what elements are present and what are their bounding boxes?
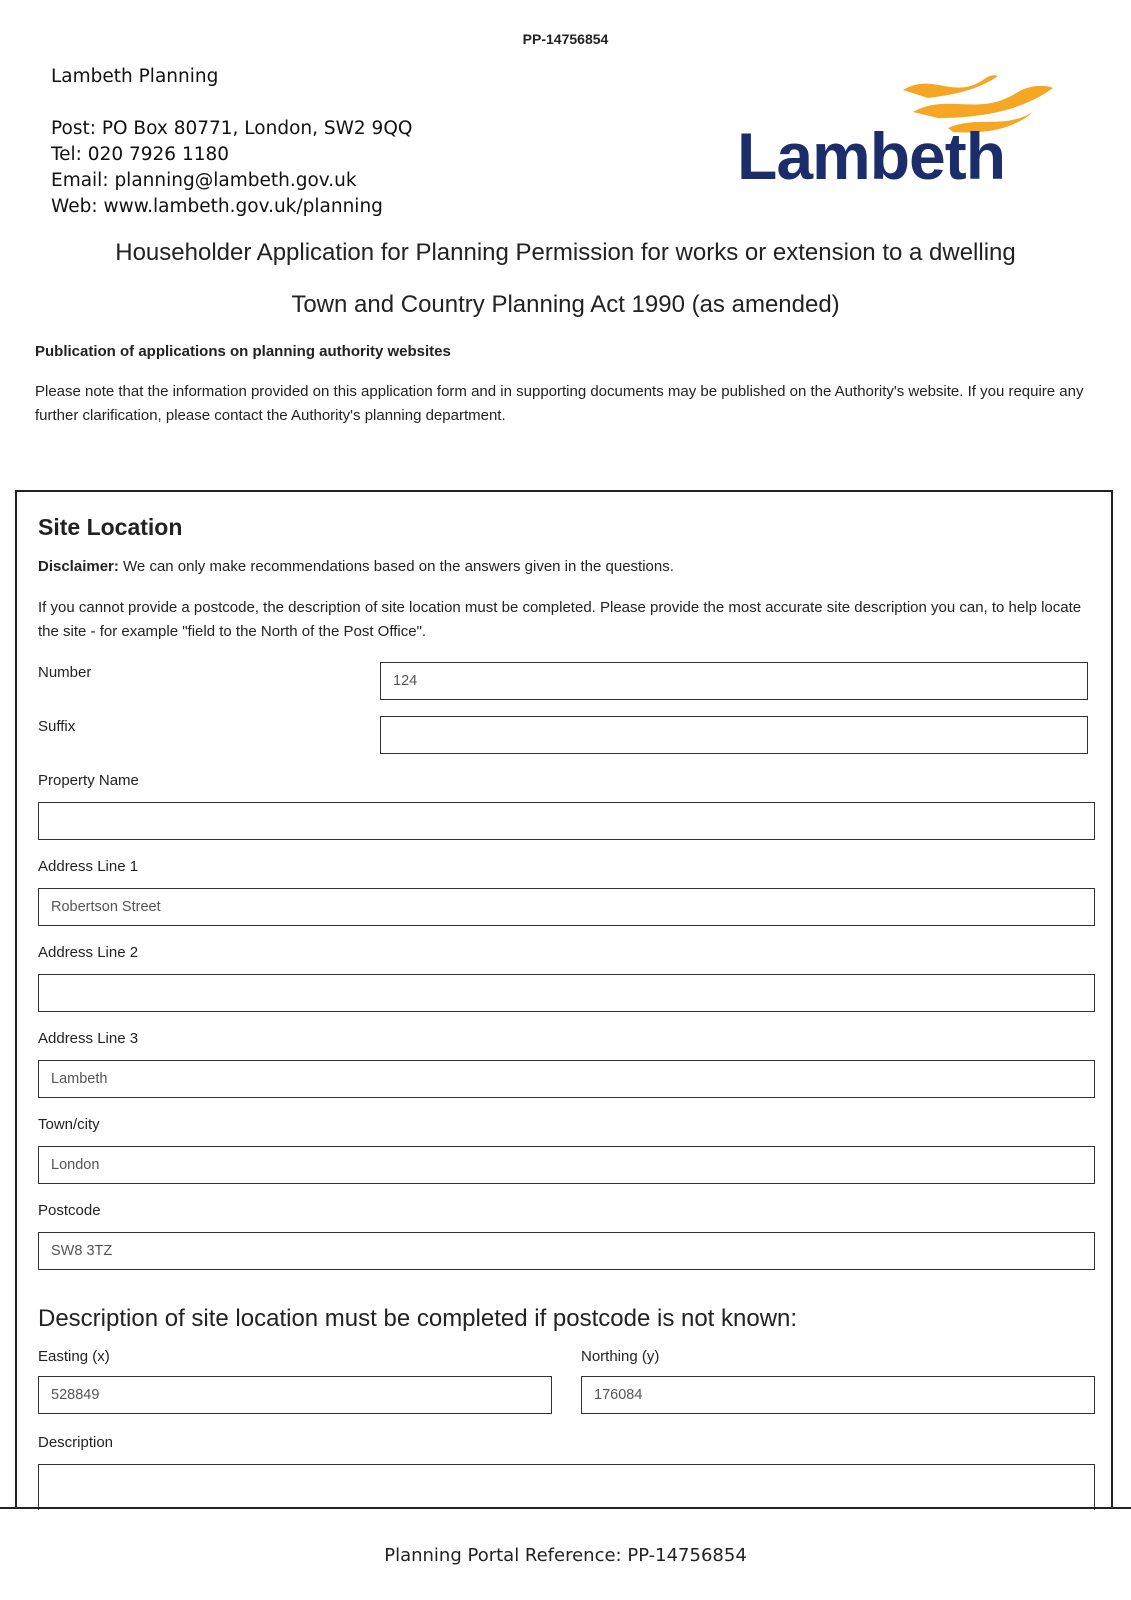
suffix-field[interactable]: [380, 716, 1088, 754]
logo-text: Lambeth: [737, 119, 1006, 193]
address-line-2-label: Address Line 2: [38, 944, 139, 961]
postcode-note: If you cannot provide a postcode, the description of site location must be completed. Please provide the most accurate site description you can, to help locate the site - for example "field to the North of the Post Office".: [38, 599, 1082, 640]
property-name-label: Property Name: [38, 772, 139, 789]
address-line-1-label: Address Line 1: [38, 858, 139, 875]
site-location-panel: [15, 490, 1113, 1508]
easting-label: Easting (x): [38, 1348, 110, 1365]
number-field[interactable]: 124: [380, 662, 1088, 700]
section-title: Site Location: [38, 514, 183, 540]
disclaimer: [38, 558, 674, 575]
town-label: Town/city: [38, 1116, 100, 1133]
address-line-3-field[interactable]: Lambeth: [38, 1060, 1095, 1098]
description-field[interactable]: [38, 1464, 1095, 1510]
contact-email: Email: planning@lambeth.gov.uk: [51, 170, 357, 191]
lambeth-logo: [733, 68, 1063, 196]
contact-post: Post: PO Box 80771, London, SW2 9QQ: [51, 118, 413, 139]
northing-field[interactable]: 176084: [581, 1376, 1095, 1414]
form-title: Householder Application for Planning Permission for works or extension to a dwelling: [115, 239, 1016, 266]
reference-number-top: PP-14756854: [522, 31, 609, 47]
contact-tel: Tel: 020 7926 1180: [51, 144, 230, 165]
town-field[interactable]: London: [38, 1146, 1095, 1184]
portal-reference-footer: Planning Portal Reference: PP-14756854: [384, 1545, 747, 1566]
contact-web: Web: www.lambeth.gov.uk/planning: [51, 196, 383, 217]
description-heading: Description of site location must be completed if postcode is not known:: [38, 1305, 798, 1332]
postcode-field[interactable]: SW8 3TZ: [38, 1232, 1095, 1270]
page-divider: [0, 1507, 1131, 1509]
disclaimer-label: Disclaimer:: [38, 558, 119, 575]
postcode-label: Postcode: [38, 1202, 101, 1219]
number-label: Number: [38, 664, 92, 681]
address-line-2-field[interactable]: [38, 974, 1095, 1012]
contact-block: [51, 64, 412, 220]
suffix-label: Suffix: [38, 718, 76, 735]
form-subtitle: Town and Country Planning Act 1990 (as amended): [291, 291, 840, 318]
address-line-1-field[interactable]: Robertson Street: [38, 888, 1095, 926]
publication-text: Please note that the information provided on this application form and in supporting documents may be published on the Authority's website. If you require any further clarification, please contact the Authority's planning department.: [35, 383, 1084, 424]
org-name: Lambeth Planning: [51, 66, 219, 87]
disclaimer-text: We can only make recommendations based on the answers given in the questions.: [118, 558, 674, 575]
publication-heading: Publication of applications on planning authority websites: [35, 343, 451, 360]
northing-label: Northing (y): [581, 1348, 660, 1365]
property-name-field[interactable]: [38, 802, 1095, 840]
address-line-3-label: Address Line 3: [38, 1030, 139, 1047]
description-label: Description: [38, 1434, 114, 1451]
easting-field[interactable]: 528849: [38, 1376, 552, 1414]
